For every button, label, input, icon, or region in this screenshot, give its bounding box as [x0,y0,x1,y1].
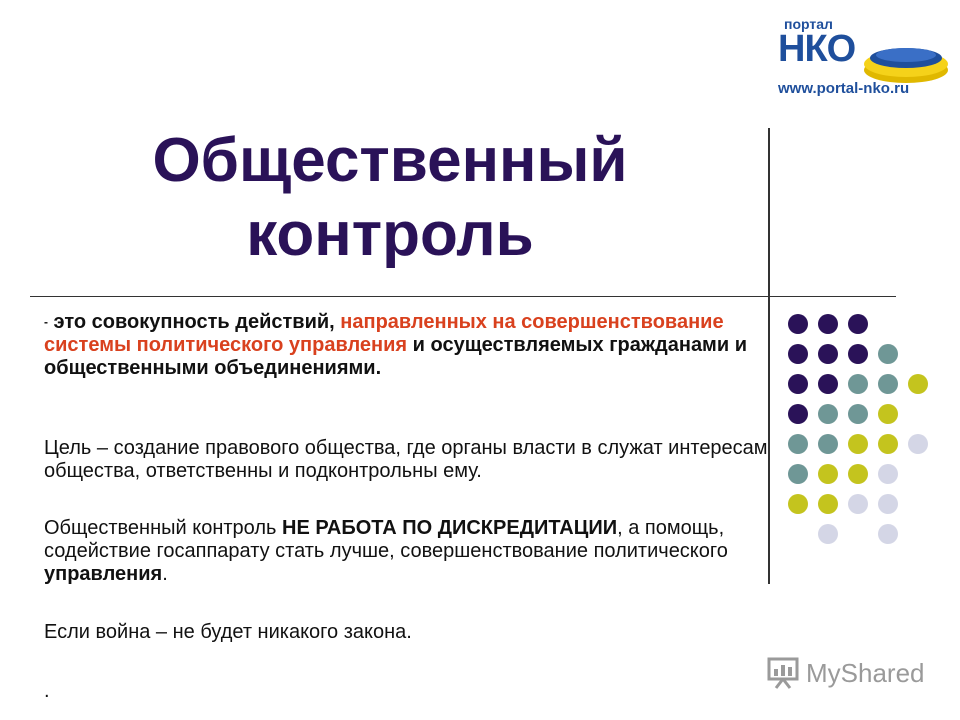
logo-url-link[interactable]: www.portal-nko.ru [778,80,910,97]
dot-purple [848,314,868,334]
not-discredit-text-middle: , а помощь, содействие госаппарату стать лучше, совершенствование политического [44,517,728,562]
definition-dash: - [44,315,48,330]
portal-nko-logo [770,14,950,104]
logo-disc-icon [850,30,950,86]
myshared-watermark [766,654,936,694]
definition-paragraph [44,311,784,380]
dot-teal [848,374,868,394]
goal-paragraph: Цель – создание правового общества, где органы власти в служат интересам общества, ответственны и подконтрольны ему. [44,437,768,482]
dot-olive [878,404,898,424]
dot-purple [788,404,808,424]
watermark-text: MyShared [806,658,925,688]
dot-purple [788,314,808,334]
dot-olive [848,434,868,454]
dot-olive [908,374,928,394]
not-discredit-paragraph [44,517,784,586]
definition-text-start: это совокупность действий, [48,311,341,333]
dot-purple [848,344,868,364]
dot-purple [788,344,808,364]
dot-lavender [878,464,898,484]
horizontal-divider [30,296,896,297]
dot-lavender [878,494,898,514]
trailing-period: . [44,680,50,702]
dot-olive [788,494,808,514]
dot-teal [818,434,838,454]
dot-teal [878,344,898,364]
not-discredit-text-end: . [162,563,168,585]
page-title-line2: контроль [246,200,534,269]
not-discredit-emphasis-2: управления [44,563,163,585]
dot-lavender [848,494,868,514]
dot-lavender [908,434,928,454]
dot-olive [848,464,868,484]
page-title-line1: Общественный [152,126,628,195]
dot-lavender [878,524,898,544]
war-paragraph: Если война – не будет никакого закона. [44,621,412,643]
dot-purple [818,314,838,334]
logo-portal-text: портал [784,16,833,32]
not-discredit-text-start: Общественный контроль [44,517,282,539]
dot-lavender [818,524,838,544]
definition-highlight: направленных на совершенствование системы политического управления [44,311,724,357]
dot-olive [878,434,898,454]
dot-olive [818,494,838,514]
dot-teal [788,464,808,484]
presentation-board-icon [766,656,800,690]
dot-teal [848,404,868,424]
dot-purple [788,374,808,394]
dot-teal [878,374,898,394]
dot-teal [818,404,838,424]
dot-purple [818,374,838,394]
dot-purple [818,344,838,364]
not-discredit-emphasis: НЕ РАБОТА ПО ДИСКРЕДИТАЦИИ [282,517,618,539]
definition-text-end: и осуществляемых гражданами и общественными объединениями. [44,334,748,380]
dot-olive [818,464,838,484]
logo-nko-text: НКО [778,28,856,70]
dot-teal [788,434,808,454]
